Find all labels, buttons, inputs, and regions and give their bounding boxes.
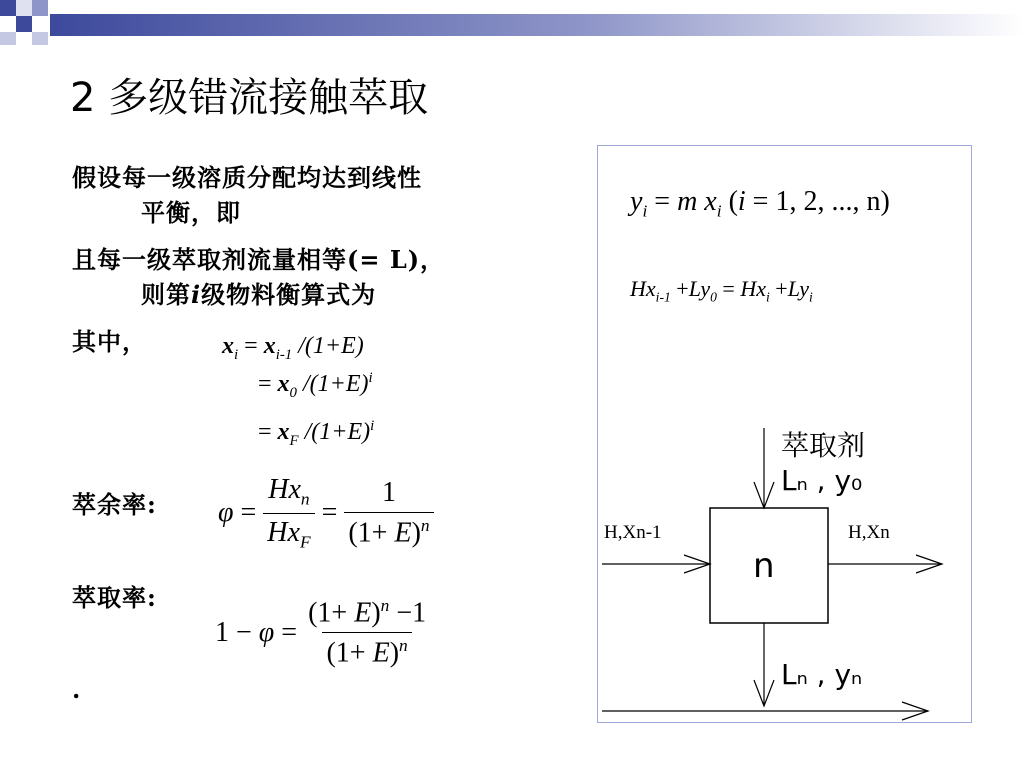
equation-xi-line3: = $x_F$ $/(1+E)^i$ — [258, 418, 375, 449]
label-extraction-ratio: 萃取率: — [72, 583, 157, 612]
label-raffinate-ratio: 萃余率: — [72, 490, 157, 519]
paragraph-assumption-line1: 假设每一级溶质分配均达到线性 — [72, 163, 422, 192]
equation-extraction-ratio: 1 − φ = $\frac{(1+ E)^n -1}{(1+ E)^n}$ — [215, 596, 427, 669]
trailing-period: . — [72, 675, 82, 704]
solvent-label: 萃取剂 — [781, 429, 866, 462]
paragraph-flow-line2: 则第i级物料衡算式为 — [141, 280, 377, 309]
equation-raffinate-ratio: φ = $\frac{Hx_n}{Hx_F}$ = $\frac{1}{(1+ E)^n}$ — [218, 474, 434, 552]
title-bar-decoration — [0, 0, 1024, 45]
equation-material-balance: $Hx_{i-1} +Ly_0 = Hx_i +Ly_i$ — [630, 276, 813, 305]
stage-label: n — [753, 546, 775, 586]
stage-diagram-panel — [597, 145, 972, 723]
slide-title: 2 多级错流接触萃取 — [70, 75, 429, 121]
top-flow-label: Lₙ , y₀ — [781, 464, 863, 497]
left-flow-label: H,Xn-1 — [604, 522, 662, 543]
paragraph-where: 其中， — [72, 327, 147, 356]
paragraph-assumption-line2: 平衡，即 — [141, 198, 241, 227]
right-flow-label: H,Xn — [848, 522, 890, 543]
equation-equilibrium: $y_i = m$ $x_i$ (i = 1, 2, ..., n) — [630, 186, 890, 221]
paragraph-flow-line1: 且每一级萃取剂流量相等(= L)， — [72, 245, 446, 274]
equation-xi-line1: $x_i = x_{i-1}$ /(1+E) — [222, 333, 364, 363]
equation-xi-line2: = $x_0$ $/(1+E)^i$ — [258, 370, 373, 401]
bottom-flow-label: Lₙ , yₙ — [781, 658, 863, 691]
